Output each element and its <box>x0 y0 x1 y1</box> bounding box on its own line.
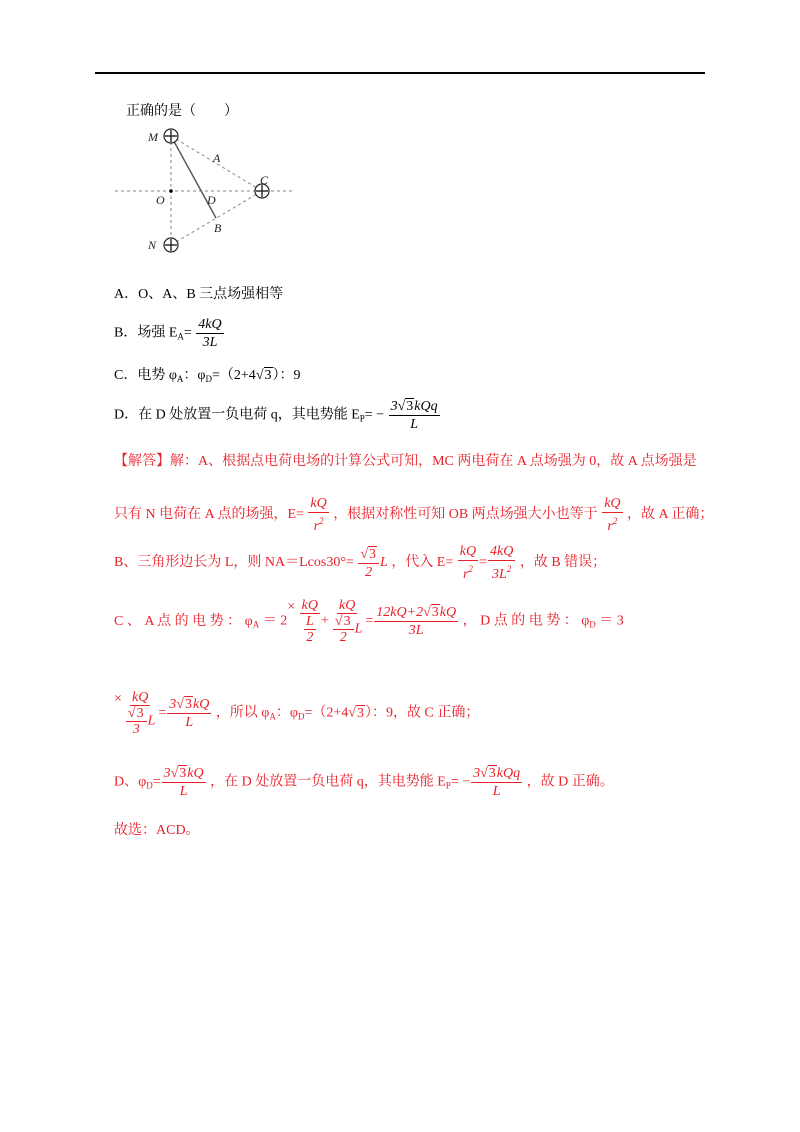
solution-line-3: B、三角形边长为 L，则 NA＝Lcos30°= $\frac{√3}{2}$ L ，代入 E= $\frac{kQ}{r^2}$ = $\frac{4kQ}{3L^2}$ ，故 B 错误； <box>114 544 607 582</box>
charge-figure <box>110 122 305 262</box>
option-b: B．场强 $E_A=$ $\frac{4kQ}{3L}$ <box>114 317 222 350</box>
label-m: M <box>148 130 158 144</box>
label-b: B <box>214 221 222 235</box>
option-d-fraction: $\frac{\text{3√3kQq}}{L}$ <box>390 399 438 432</box>
label-o: O <box>156 193 165 207</box>
solution-line-2: 只有 N 电荷在 A 点的场强，E= $\frac{kQ}{r^2}$ ，根据对称性可知 OB 两点场强大小也等于 $\frac{kQ}{r^2}$ ，故 A 正确； <box>114 496 714 534</box>
solution-line-6: D、$\varphi_D=$ $\frac{3√3kQ}{L}$ ，在 D 处放置一负电荷 q，其电势能 $E_P=$ − $\frac{\text{3√3kQq}}{L}$ ，故 D 正确。 <box>114 766 614 799</box>
point-o <box>169 189 173 193</box>
label-n: N <box>148 238 157 252</box>
solution-tag: 【解答】 <box>114 454 170 469</box>
label-d: D <box>207 193 216 207</box>
label-c: C <box>260 173 269 187</box>
answer-line: 故选：ACD。 <box>114 823 200 838</box>
question-stem: 正确的是（ ） <box>126 104 238 119</box>
header-rule <box>95 72 705 74</box>
edge-nc <box>171 191 262 245</box>
option-b-fraction: $\frac{4kQ}{3L}$ <box>198 317 222 350</box>
option-a: A．O、A、B 三点场强相等 <box>114 287 284 302</box>
option-c: C．电势 $\varphi_A$：$\varphi_D=(2+4√3)$：9 <box>114 368 301 384</box>
label-a: A <box>213 151 221 165</box>
solution-line-4: C 、 A 点 的 电 势 ： $\varphi_A = 2\times$ $\frac{kQ}{\frac{L}{2}}$ + kQ $\frac{√3}{2}$ L = $\frac{12kQ+2√3kQ}{3L}$ ， D 点 的 电 势 ： $\varphi_D = 3$ <box>114 598 624 645</box>
solution-line-5: × kQ $\frac{√3}{3}$ L = $\frac{3√3kQ}{L}$ ，所以 $\varphi_A$：$\varphi_D=(2+4√3)$：9，故 C 正确； <box>114 690 480 737</box>
option-d: D．在 D 处放置一负电荷 q，其电势能 $E_P=$ − $\frac{\text{3√3kQq}}{L}$ <box>114 399 438 432</box>
solution-line-1: 【解答】解：A、根据点电荷电场的计算公式可知，MC 两电荷在 A 点场强为 0，故 A 点场强是 <box>114 454 697 469</box>
